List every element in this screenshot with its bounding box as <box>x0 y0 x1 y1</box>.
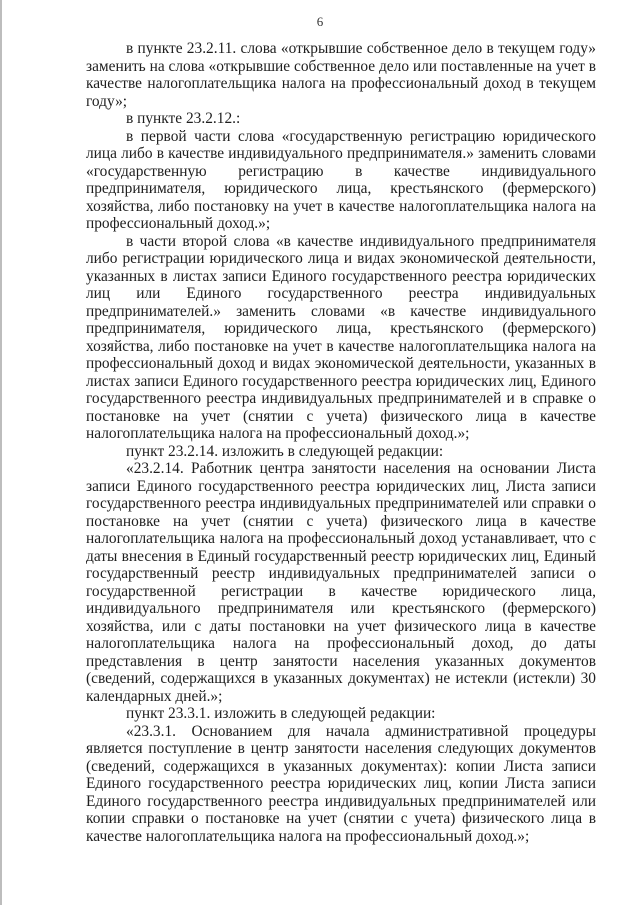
paragraph-23-3-1-heading: пункт 23.3.1. изложить в следующей редакции: <box>126 705 436 722</box>
paragraph-part-one: в первой части слова «государственную регистрацию юридического лица либо в качестве индивидуального предпринимателя.» заменить словами «государственную регистрацию в качестве индивидуального предпринимателя, юридического лица, крестьянского (фермерского) хозяйства, либо постановку на учет в качестве налогоплательщика налога на профессиональный доход.»; <box>86 127 596 232</box>
paragraph-23-3-1-text: «23.3.1. Основанием для начала административной процедуры является поступление в центр занятости населения следующих документов (сведений, содержащихся в указанных документах): копии Листа записи Единого государственного реестра юридических лиц, копии Листа записи Единого государственного реестра индивидуальных предпринимателей или копии справки о постановке на учет (снятии с учета) физического лица в качестве налогоплательщика налога на профессиональный доход.»; <box>86 722 596 845</box>
paragraph-part-two: в части второй слова «в качестве индивидуального предпринимателя либо регистрации юридического лица и видах экономической деятельности, указанных в листах записи Единого государственного реестра юридических лиц или Единого государственного реестра индивидуальных предпринимателей.» заменить словами «в качестве индивидуального предпринимателя, юридического лица, крестьянского (фермерского) хозяйства, либо постановке на учет в качестве налогоплательщика налога на профессиональный доход и видах экономической деятельности, указанных в листах записи Единого государственного реестра юридических лиц, Единого государственного реестра индивидуальных предпринимателей и в справке о постановке на учет (снятии с учета) физического лица в качестве налогоплательщика налога на профессиональный доход.»; <box>86 232 596 442</box>
paragraph-23-2-11: в пункте 23.2.11. слова «открывшие собственное дело в текущем году» заменить на слова «открывшие собственное дело или поставленные на учет в качестве налогоплательщика налога на профессиональный доход в текущем году»; <box>86 40 596 110</box>
paragraph-23-2-14-heading: пункт 23.2.14. изложить в следующей редакции: <box>126 442 444 460</box>
page-edge <box>0 0 2 905</box>
paragraph-23-2-12-heading: в пункте 23.2.12.: <box>126 110 241 127</box>
page-number: 6 <box>316 14 324 29</box>
paragraph-23-2-14-text: «23.2.14. Работник центра занятости населения на основании Листа записи Единого государственного реестра юридических лиц, Листа записи государственного реестра индивидуальных предпринимателей или справки о постановке на учет (снятии с учета) физического лица в качестве налогоплательщика налога на профессиональный доход устанавливает, что с даты внесения в Единый государственный реестр юридических лиц, Единый государственный реестр индивидуальных предпринимателей записи о государственной регистрации в качестве юридического лица, индивидуального предпринимателя или крестьянского (фермерского) хозяйства, или с даты постановки на учет физического лица в качестве налогоплательщика налога на профессиональный доход, до даты представления в центр занятости населения указанных документов (сведений, содержащихся в указанных документах) не истекли (истекли) 30 календарных дней.»; <box>86 460 596 705</box>
document-body <box>86 40 596 845</box>
